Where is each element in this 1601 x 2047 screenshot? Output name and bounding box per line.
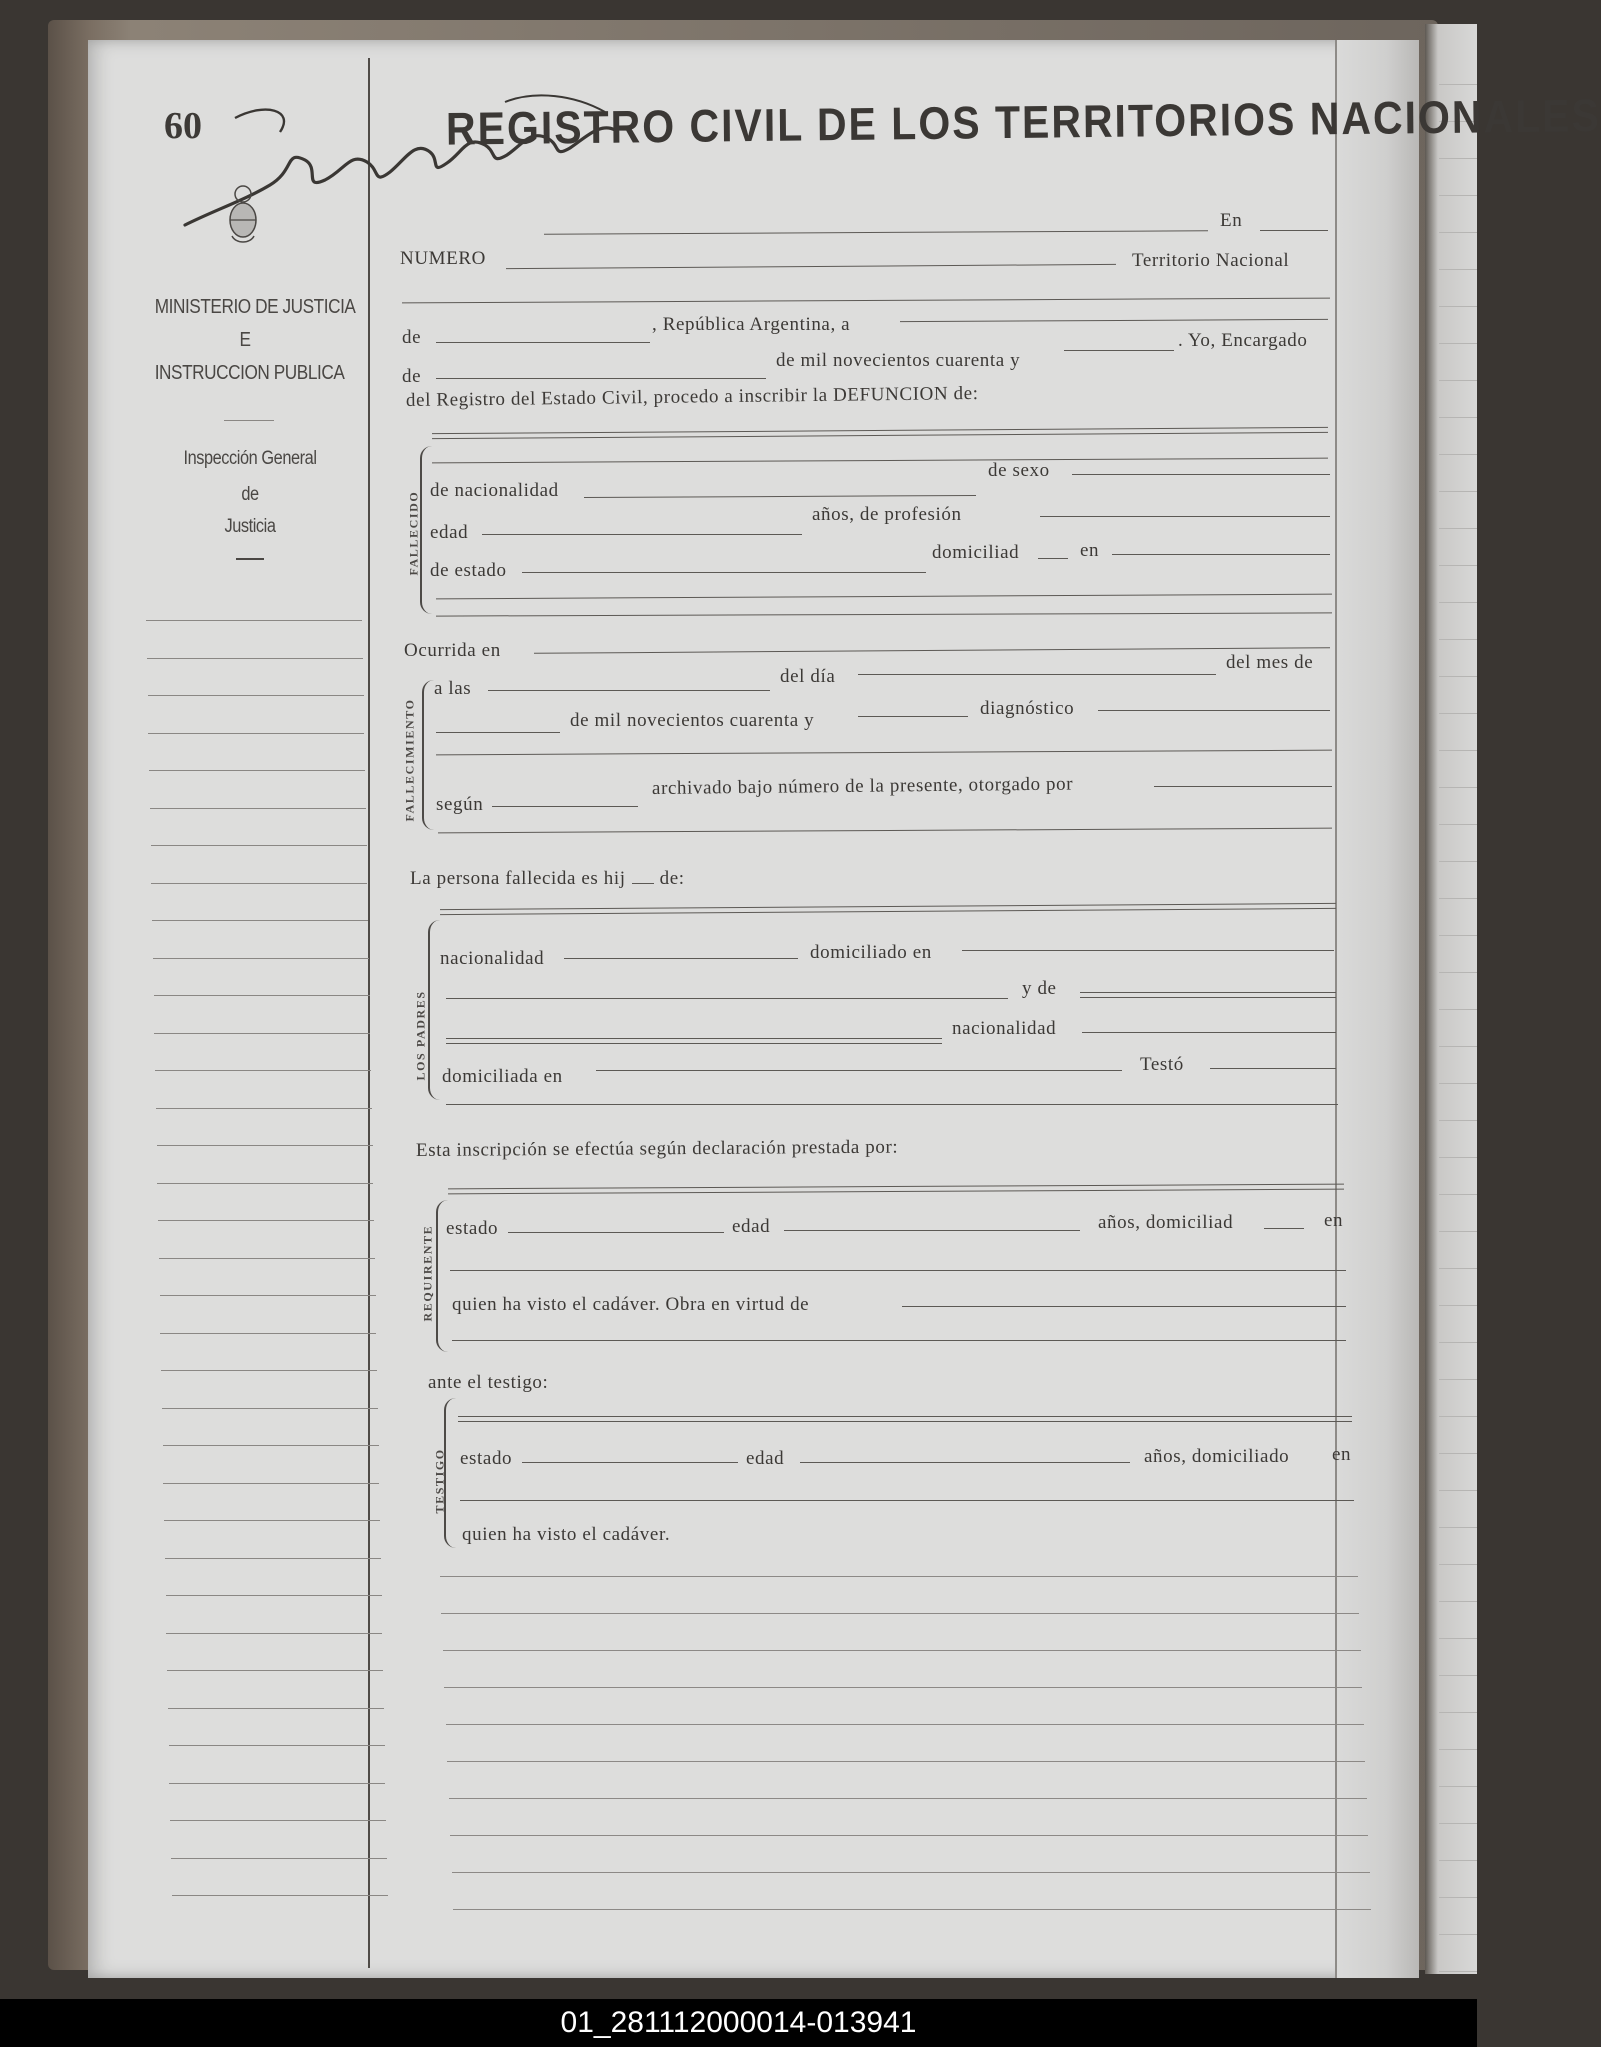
- double-line: [1080, 992, 1336, 998]
- label-y-de: y de: [1022, 978, 1057, 999]
- side-label-fallecimiento: FALLECIMIENTO: [402, 698, 417, 822]
- label-del-dia: del día: [780, 666, 836, 687]
- blank-line: [522, 1462, 738, 1463]
- label-estado: estado: [460, 1448, 513, 1469]
- blank-line: [446, 1104, 1338, 1105]
- label-quien-ha-visto: quien ha visto el cadáver. Obra en virtud de: [452, 1294, 810, 1315]
- blank-line: [800, 1462, 1130, 1463]
- margin-line: [146, 620, 362, 621]
- label-nacionalidad: nacionalidad: [952, 1018, 1057, 1039]
- adjacent-page-line: [1439, 1527, 1477, 1528]
- adjacent-page-line: [1439, 1860, 1477, 1861]
- blank-line: [440, 1576, 1358, 1577]
- margin-line: [149, 770, 365, 771]
- blank-line: [784, 1230, 1080, 1231]
- adjacent-page-line: [1439, 1564, 1477, 1565]
- margin-line: [161, 1370, 377, 1371]
- adjacent-page-line: [1439, 1268, 1477, 1269]
- margin-line: [158, 1220, 374, 1221]
- double-line: [458, 1416, 1352, 1422]
- margin-line: [152, 920, 368, 921]
- adjacent-page-line: [1439, 1046, 1477, 1047]
- adjacent-page-line: [1439, 935, 1477, 936]
- blank-line: [446, 1724, 1364, 1725]
- label-anos-domiciliad: años, domiciliad: [1098, 1212, 1234, 1233]
- adjacent-page-line: [1439, 1823, 1477, 1824]
- adjacent-page-line: [1439, 750, 1477, 751]
- blank-line: [858, 716, 968, 717]
- margin-dash: [236, 558, 264, 560]
- margin-line: [154, 995, 370, 996]
- blank-line: [492, 806, 638, 807]
- adjacent-page-line: [1439, 195, 1477, 196]
- label-archivado: archivado bajo número de la presente, otorgado por: [651, 773, 1074, 799]
- blank-line: [441, 1613, 1359, 1614]
- margin-line: [155, 1070, 371, 1071]
- persona-hija-end: de:: [659, 868, 685, 889]
- label-anos-profesion: años, de profesión: [812, 504, 962, 525]
- inspection-line-2: de: [241, 484, 259, 505]
- label-segun: según: [436, 794, 484, 815]
- margin-line: [172, 1895, 388, 1896]
- margin-line: [171, 1858, 387, 1859]
- margin-line: [160, 1295, 376, 1296]
- blank-line: [1072, 474, 1330, 475]
- adjacent-page-line: [1439, 787, 1477, 788]
- blank-line: [450, 1835, 1368, 1836]
- label-testo: Testó: [1140, 1054, 1184, 1075]
- persona-hija-text: La persona fallecida es hij: [410, 868, 626, 889]
- margin-line: [153, 958, 369, 959]
- margin-line: [166, 1633, 382, 1634]
- ministry-line-3: INSTRUCCION PUBLICA: [154, 362, 345, 384]
- margin-line: [164, 1520, 380, 1521]
- label-en: En: [1220, 210, 1243, 231]
- label-edad: edad: [746, 1448, 785, 1469]
- blank-line: [436, 378, 766, 379]
- blank-line: [508, 1232, 724, 1233]
- blank-line: [1040, 516, 1330, 517]
- adjacent-page-line: [1439, 1490, 1477, 1491]
- label-edad: edad: [430, 522, 469, 543]
- adjacent-page-line: [1439, 1934, 1477, 1935]
- blank-line: [453, 1909, 1371, 1910]
- page-number: 60: [164, 105, 202, 147]
- adjacent-page-line: [1439, 1675, 1477, 1676]
- adjacent-page-line: [1439, 1453, 1477, 1454]
- blank-line: [460, 1500, 1354, 1501]
- double-line: [446, 1038, 942, 1044]
- adjacent-page-line: [1439, 306, 1477, 307]
- label-nacionalidad: nacionalidad: [440, 948, 545, 969]
- adjacent-page-line: [1439, 1638, 1477, 1639]
- label-anos-domiciliado: años, domiciliado: [1144, 1446, 1290, 1467]
- label-domiciliado-en: domiciliado en: [810, 942, 932, 963]
- label-edad: edad: [732, 1216, 771, 1237]
- margin-line: [162, 1408, 378, 1409]
- label-territorio: Territorio Nacional: [1132, 250, 1290, 271]
- label-de: de: [402, 327, 422, 348]
- margin-line: [169, 1783, 385, 1784]
- adjacent-page-line: [1439, 417, 1477, 418]
- margin-line: [157, 1183, 373, 1184]
- adjacent-page-line: [1439, 158, 1477, 159]
- image-caption: 01_281112000014-013941: [0, 1999, 1477, 2047]
- margin-line: [169, 1745, 385, 1746]
- adjacent-page-line: [1439, 1601, 1477, 1602]
- blank-line: [1064, 350, 1174, 351]
- adjacent-page-line: [1439, 1231, 1477, 1232]
- side-label-fallecido: FALLECIDO: [406, 490, 421, 576]
- blank-line: [1112, 554, 1330, 555]
- blank-line: [482, 534, 802, 535]
- margin-line: [159, 1258, 375, 1259]
- label-nacionalidad: de nacionalidad: [430, 480, 559, 501]
- label-del-mes-de: del mes de: [1226, 652, 1314, 673]
- label-de-estado: de estado: [430, 560, 507, 581]
- blank-line: [858, 674, 1216, 675]
- label-de-mil: de mil novecientos cuarenta y: [776, 350, 1021, 371]
- adjacent-page-line: [1439, 713, 1477, 714]
- blank-line: [522, 572, 926, 573]
- inspection-line-3: Justicia: [224, 516, 276, 537]
- margin-line: [157, 1145, 373, 1146]
- adjacent-page-line: [1439, 1194, 1477, 1195]
- label-republica: , República Argentina, a: [652, 314, 851, 335]
- ministry-line-1: MINISTERIO DE JUSTICIA: [154, 296, 356, 318]
- adjacent-page: [1425, 24, 1477, 1974]
- label-domiciliada-en: domiciliada en: [442, 1066, 563, 1087]
- blank-line: [1098, 710, 1330, 711]
- label-del-registro: del Registro del Estado Civil, procedo a inscribir la DEFUNCION de:: [405, 383, 979, 411]
- margin-line: [166, 1595, 382, 1596]
- blank-line: [443, 1650, 1361, 1651]
- side-label-requirente: REQUIRENTE: [420, 1224, 435, 1322]
- side-label-los-padres: LOS PADRES: [413, 990, 428, 1081]
- adjacent-page-line: [1439, 676, 1477, 677]
- adjacent-page-line: [1439, 1120, 1477, 1121]
- adjacent-page-line: [1439, 602, 1477, 603]
- adjacent-page-line: [1439, 824, 1477, 825]
- document-title: REGISTRO CIVIL DE LOS TERRITORIOS NACIONALES: [445, 89, 1601, 155]
- adjacent-page-line: [1439, 1342, 1477, 1343]
- adjacent-page-line: [1439, 1083, 1477, 1084]
- blank-line: [452, 1340, 1346, 1341]
- margin-line: [168, 1708, 384, 1709]
- margin-separator: [368, 58, 370, 1968]
- label-persona-hija: [410, 868, 685, 890]
- blank-line: [450, 1270, 1346, 1271]
- label-esta-inscripcion: Esta inscripción se efectúa según declaración prestada por:: [415, 1136, 899, 1161]
- margin-line: [170, 1820, 386, 1821]
- margin-line: [163, 1483, 379, 1484]
- margin-line: [150, 808, 366, 809]
- blank-line: [1264, 1228, 1304, 1229]
- label-a-las: a las: [434, 678, 472, 699]
- blank-line: [449, 1798, 1367, 1799]
- adjacent-page-line: [1439, 454, 1477, 455]
- blank-line: [564, 958, 798, 959]
- adjacent-page-line: [1439, 1786, 1477, 1787]
- blank-line: [902, 1306, 1346, 1307]
- adjacent-page-line: [1439, 1897, 1477, 1898]
- margin-line: [163, 1445, 379, 1446]
- blank-line: [452, 1872, 1370, 1873]
- margin-line: [148, 695, 364, 696]
- label-ocurrida-en: Ocurrida en: [404, 640, 501, 661]
- blank-line: [1154, 786, 1332, 787]
- blank-line: [446, 998, 1008, 999]
- label-quien-ha-visto: quien ha visto el cadáver.: [462, 1524, 671, 1545]
- blank-line: [444, 1687, 1362, 1688]
- adjacent-page-line: [1439, 898, 1477, 899]
- adjacent-page-line: [1439, 1009, 1477, 1010]
- label-de-sexo: de sexo: [988, 460, 1050, 481]
- adjacent-page-line: [1439, 1749, 1477, 1750]
- adjacent-page-line: [1439, 343, 1477, 344]
- label-estado: estado: [446, 1218, 499, 1239]
- blank-line: [1260, 230, 1328, 231]
- label-en: en: [1332, 1444, 1352, 1465]
- adjacent-page-line: [1439, 972, 1477, 973]
- margin-line: [147, 658, 363, 659]
- margin-line: [165, 1558, 381, 1559]
- adjacent-page-line: [1439, 639, 1477, 640]
- blank-line: [447, 1761, 1365, 1762]
- adjacent-page-line: [1439, 380, 1477, 381]
- adjacent-page-line: [1439, 1157, 1477, 1158]
- blank-line: [436, 342, 650, 343]
- adjacent-page-line: [1439, 528, 1477, 529]
- adjacent-page-line: [1439, 1712, 1477, 1713]
- margin-line: [156, 1108, 372, 1109]
- adjacent-page-line: [1439, 1416, 1477, 1417]
- ministry-line-2: E: [239, 329, 251, 351]
- margin-line: [148, 733, 364, 734]
- label-numero: NUMERO: [400, 248, 486, 269]
- label-ante-testigo: ante el testigo:: [428, 1372, 549, 1393]
- label-de-mil: de mil novecientos cuarenta y: [570, 710, 815, 731]
- adjacent-page-line: [1439, 1379, 1477, 1380]
- blank-line: [436, 732, 560, 733]
- label-domiciliad: domiciliad: [932, 542, 1020, 563]
- adjacent-page-line: [1439, 1971, 1477, 1972]
- adjacent-page-line: [1439, 232, 1477, 233]
- blank-line: [488, 690, 770, 691]
- inspection-line-1: Inspección General: [183, 448, 317, 469]
- blank-line: [1082, 1032, 1336, 1033]
- adjacent-page-line: [1439, 861, 1477, 862]
- margin-line: [151, 845, 367, 846]
- label-en: en: [1080, 540, 1100, 561]
- label-en: en: [1324, 1210, 1344, 1231]
- adjacent-page-line: [1439, 269, 1477, 270]
- adjacent-page-line: [1439, 491, 1477, 492]
- label-diagnostico: diagnóstico: [980, 698, 1075, 719]
- adjacent-page-line: [1439, 565, 1477, 566]
- adjacent-page-line: [1439, 84, 1477, 85]
- adjacent-page-line: [1439, 1305, 1477, 1306]
- blank-line: [1210, 1068, 1336, 1069]
- blank-line: [962, 950, 1334, 951]
- blank-line: [596, 1070, 1122, 1071]
- margin-line: [151, 883, 367, 884]
- coat-of-arms-icon: [226, 184, 260, 252]
- margin-line: [167, 1670, 383, 1671]
- margin-line: [160, 1333, 376, 1334]
- label-de: de: [402, 366, 422, 387]
- label-yo-encargado: . Yo, Encargado: [1178, 330, 1308, 351]
- blank-line: [1038, 558, 1068, 559]
- side-label-testigo: TESTIGO: [432, 1448, 447, 1514]
- margin-dash: [224, 420, 274, 421]
- margin-line: [154, 1033, 370, 1034]
